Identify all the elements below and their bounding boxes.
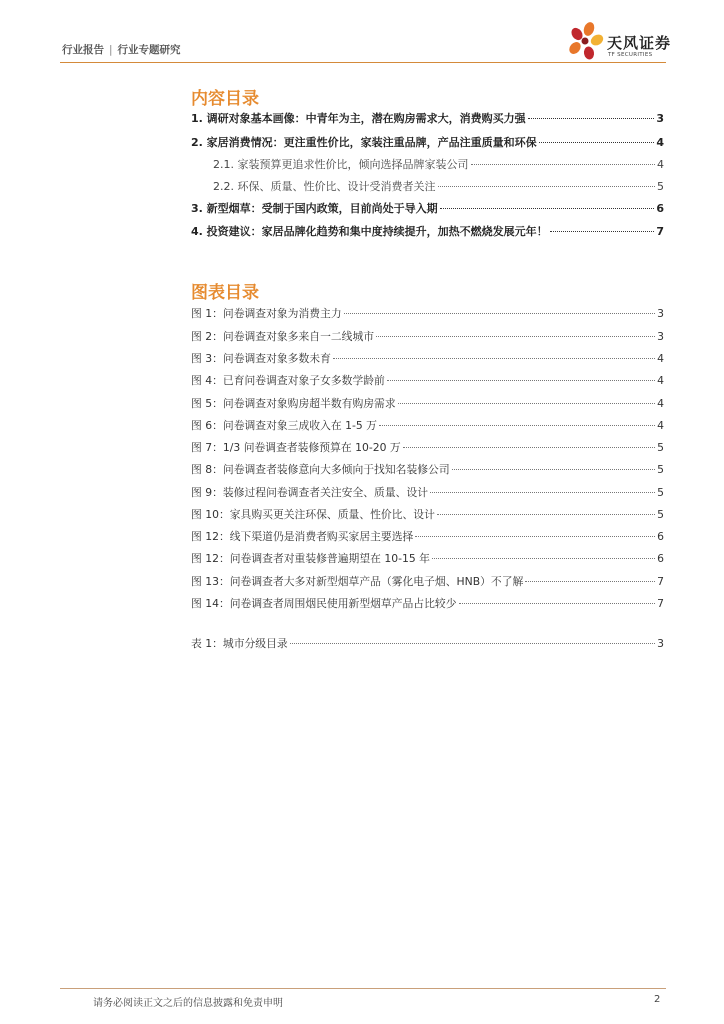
toc-item-page: 3 [656, 112, 664, 125]
breadcrumb-separator: | [109, 44, 113, 56]
breadcrumb-report-type: 行业报告 [62, 44, 104, 56]
figure-list-title: 图表目录 [191, 283, 259, 303]
figure-item[interactable] [191, 440, 664, 455]
figure-item-page: 4 [657, 352, 664, 365]
figure-item[interactable] [191, 529, 664, 544]
figure-item-label: 图 7：1/3 问卷调查者装修预算在 10-20 万 [191, 441, 401, 454]
figure-item-label: 图 14：问卷调查者周围烟民使用新型烟草产品占比较少 [191, 597, 457, 610]
breadcrumb [62, 42, 181, 57]
figure-item-label: 图 12：问卷调查者对重装修普遍期望在 10-15 年 [191, 552, 430, 565]
figure-item-page: 6 [657, 552, 664, 565]
figure-item[interactable] [191, 462, 664, 477]
figure-item-label: 图 9：装修过程问卷调查者关注安全、质量、设计 [191, 486, 429, 499]
figure-item-page: 7 [657, 575, 664, 588]
figure-leader-dots [437, 514, 655, 515]
figure-leader-dots [430, 492, 655, 493]
toc-item-label: 2. 家居消费情况：更注重性价比，家装注重品牌，产品注重质量和环保 [191, 136, 537, 149]
figure-leader-dots [432, 558, 655, 559]
figure-item-label: 图 3：问卷调查对象多数未育 [191, 352, 331, 365]
figure-item-page: 4 [657, 397, 664, 410]
figure-leader-dots [403, 447, 655, 448]
figure-leader-dots [398, 403, 655, 404]
figure-leader-dots [376, 336, 655, 337]
toc-item[interactable] [191, 110, 664, 126]
figure-item[interactable] [191, 551, 664, 566]
figure-leader-dots [459, 603, 656, 604]
figure-item-page: 5 [657, 508, 664, 521]
table-list-item[interactable] [191, 636, 664, 651]
toc-leader-dots [528, 118, 655, 119]
page-header [0, 0, 724, 66]
figure-item-label: 图 2：问卷调查对象多来自一二线城市 [191, 330, 375, 343]
figure-leader-dots [525, 581, 655, 582]
flower-logo-icon [567, 20, 605, 62]
figure-item-page: 5 [657, 486, 664, 499]
toc-item[interactable] [191, 223, 664, 239]
figure-leader-dots [379, 425, 655, 426]
figure-item-label: 图 5：问卷调查对象购房超半数有购房需求 [191, 397, 396, 410]
figure-leader-dots [452, 469, 655, 470]
table-item-label: 表 1：城市分级目录 [191, 637, 288, 650]
figure-item-label: 图 8：问卷调查者装修意向大多倾向于找知名装修公司 [191, 463, 450, 476]
logo-company-name: 天风证券 [607, 34, 672, 52]
figure-item[interactable] [191, 596, 664, 611]
figure-item[interactable] [191, 329, 664, 344]
figure-item-page: 5 [657, 441, 664, 454]
figure-item-page: 7 [657, 597, 664, 610]
figure-item-page: 6 [657, 530, 664, 543]
toc-item-page: 6 [656, 202, 664, 215]
figure-item[interactable] [191, 485, 664, 500]
toc-item[interactable] [191, 200, 664, 216]
footer-disclaimer: 请务必阅读正文之后的信息披露和免责申明 [93, 998, 283, 1009]
toc-item-page: 4 [657, 158, 664, 171]
toc-subitem[interactable] [213, 178, 664, 194]
figure-item-page: 5 [657, 463, 664, 476]
toc-item[interactable] [191, 134, 664, 150]
header-divider [60, 62, 666, 63]
toc-title: 内容目录 [191, 89, 259, 109]
figure-item-label: 图 4：已育问卷调查对象子女多数学龄前 [191, 374, 385, 387]
toc-item-label: 4. 投资建议：家居品牌化趋势和集中度持续提升，加热不燃烧发展元年！ [191, 225, 548, 238]
toc-item-page: 5 [657, 180, 664, 193]
toc-item-label: 2.2. 环保、质量、性价比、设计受消费者关注 [213, 180, 436, 193]
figure-item-label: 图 6：问卷调查对象三成收入在 1-5 万 [191, 419, 377, 432]
toc-item-page: 7 [656, 225, 664, 238]
company-logo [567, 20, 677, 62]
figure-item-page: 3 [657, 330, 664, 343]
figure-item[interactable] [191, 396, 664, 411]
figure-item[interactable] [191, 418, 664, 433]
page-number: 2 [654, 994, 661, 1005]
figure-item-page: 3 [657, 307, 664, 320]
figure-leader-dots [387, 380, 655, 381]
figure-item-label: 图 1：问卷调查对象为消费主力 [191, 307, 342, 320]
figure-item[interactable] [191, 306, 664, 321]
figure-item-label: 图 12：线下渠道仍是消费者购买家居主要选择 [191, 530, 414, 543]
breadcrumb-report-category: 行业专题研究 [117, 44, 181, 56]
toc-leader-dots [550, 231, 655, 232]
figure-item-page: 4 [657, 374, 664, 387]
toc-leader-dots [440, 208, 655, 209]
figure-item[interactable] [191, 507, 664, 522]
logo-company-name-en: TF SECURITIES [608, 52, 653, 58]
toc-item-label: 3. 新型烟草：受制于国内政策，目前尚处于导入期 [191, 202, 438, 215]
table-item-page: 3 [657, 637, 664, 650]
toc-leader-dots [539, 142, 655, 143]
toc-leader-dots [471, 164, 656, 165]
figure-leader-dots [344, 313, 655, 314]
figure-item[interactable] [191, 373, 664, 388]
toc-item-label: 2.1. 家装预算更追求性价比，倾向选择品牌家装公司 [213, 158, 469, 171]
figure-leader-dots [415, 536, 655, 537]
toc-leader-dots [438, 186, 656, 187]
toc-item-page: 4 [656, 136, 664, 149]
figure-item[interactable] [191, 574, 664, 589]
toc-subitem[interactable] [213, 156, 664, 172]
toc-item-label: 1. 调研对象基本画像：中青年为主，潜在购房需求大，消费购买力强 [191, 112, 526, 125]
figure-item-label: 图 13：问卷调查者大多对新型烟草产品（雾化电子烟、HNB）不了解 [191, 575, 524, 588]
figure-leader-dots [333, 358, 655, 359]
figure-item-page: 4 [657, 419, 664, 432]
figure-item[interactable] [191, 351, 664, 366]
footer-divider [60, 988, 666, 989]
table-leader-dots [290, 643, 655, 644]
figure-item-label: 图 10：家具购买更关注环保、质量、性价比、设计 [191, 508, 435, 521]
